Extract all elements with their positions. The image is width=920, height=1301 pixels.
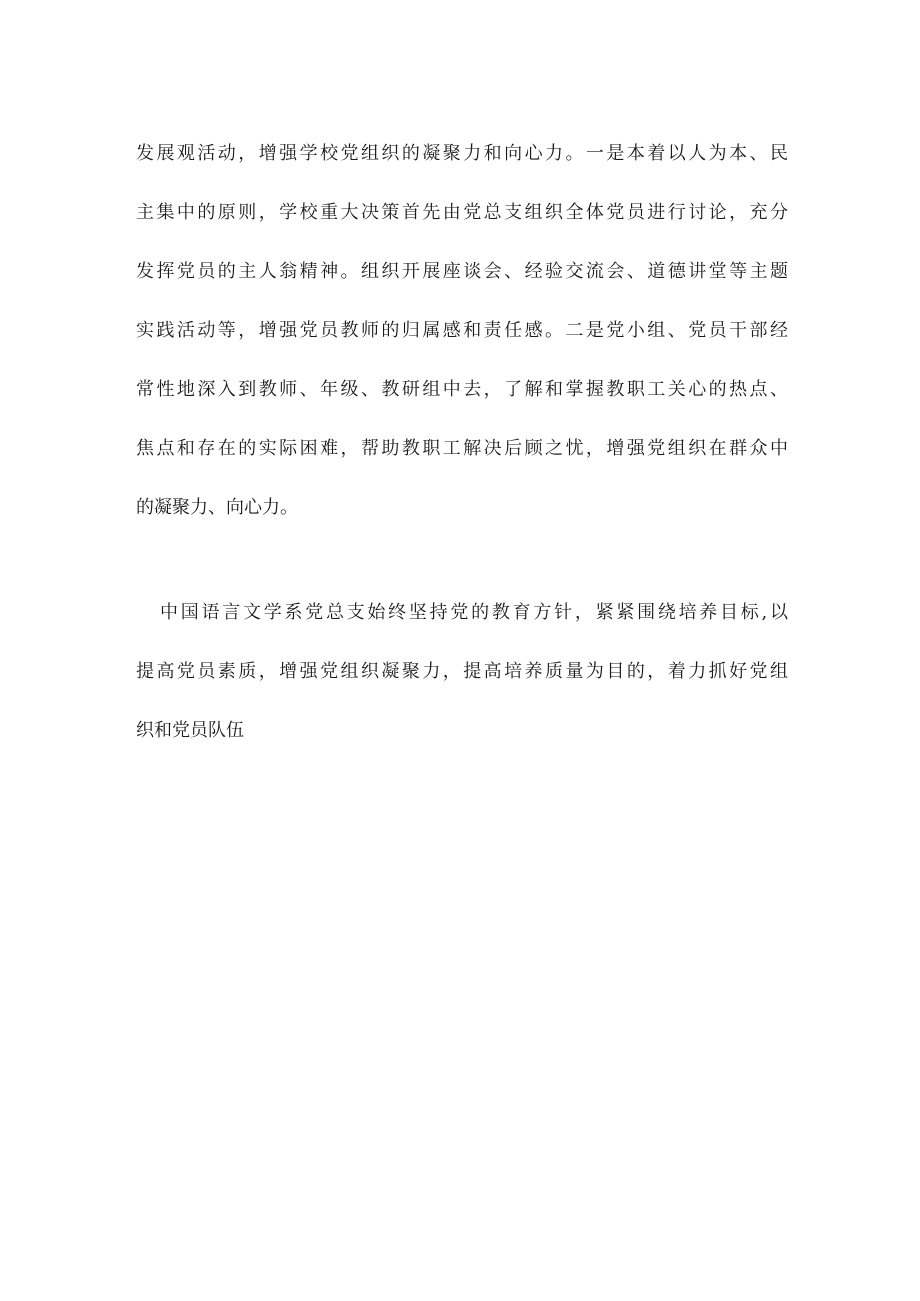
paragraph-line: 主集中的原则，学校重大决策首先由党总支组织全体党员进行讨论，充分 [136,202,788,223]
paragraph-line: 发挥党员的主人翁精神。组织开展座谈会、经验交流会、道德讲堂等主题 [136,261,788,282]
paragraph-line: 的凝聚力、向心力。 [136,497,298,518]
paragraph-line: 常性地深入到教师、年级、教研组中去，了解和掌握教职工关心的热点、 [136,379,788,400]
paragraph-line: 焦点和存在的实际困难，帮助教职工解决后顾之忧，增强党组织在群众中 [136,438,788,459]
paragraph-line: 发展观活动，增强学校党组织的凝聚力和向心力。一是本着以人为本、民 [136,143,788,164]
paragraph-line: 提高党员素质，增强党组织凝聚力，提高培养质量为目的，着力抓好党组 [136,661,788,682]
paragraph-line: 织和党员队伍 [136,720,244,741]
paragraph-line: 中国语言文学系党总支始终坚持党的教育方针，紧紧围绕培养目标,以 [160,602,788,623]
paragraph-line: 实践活动等，增强党员教师的归属感和责任感。二是党小组、党员干部经 [136,320,788,341]
